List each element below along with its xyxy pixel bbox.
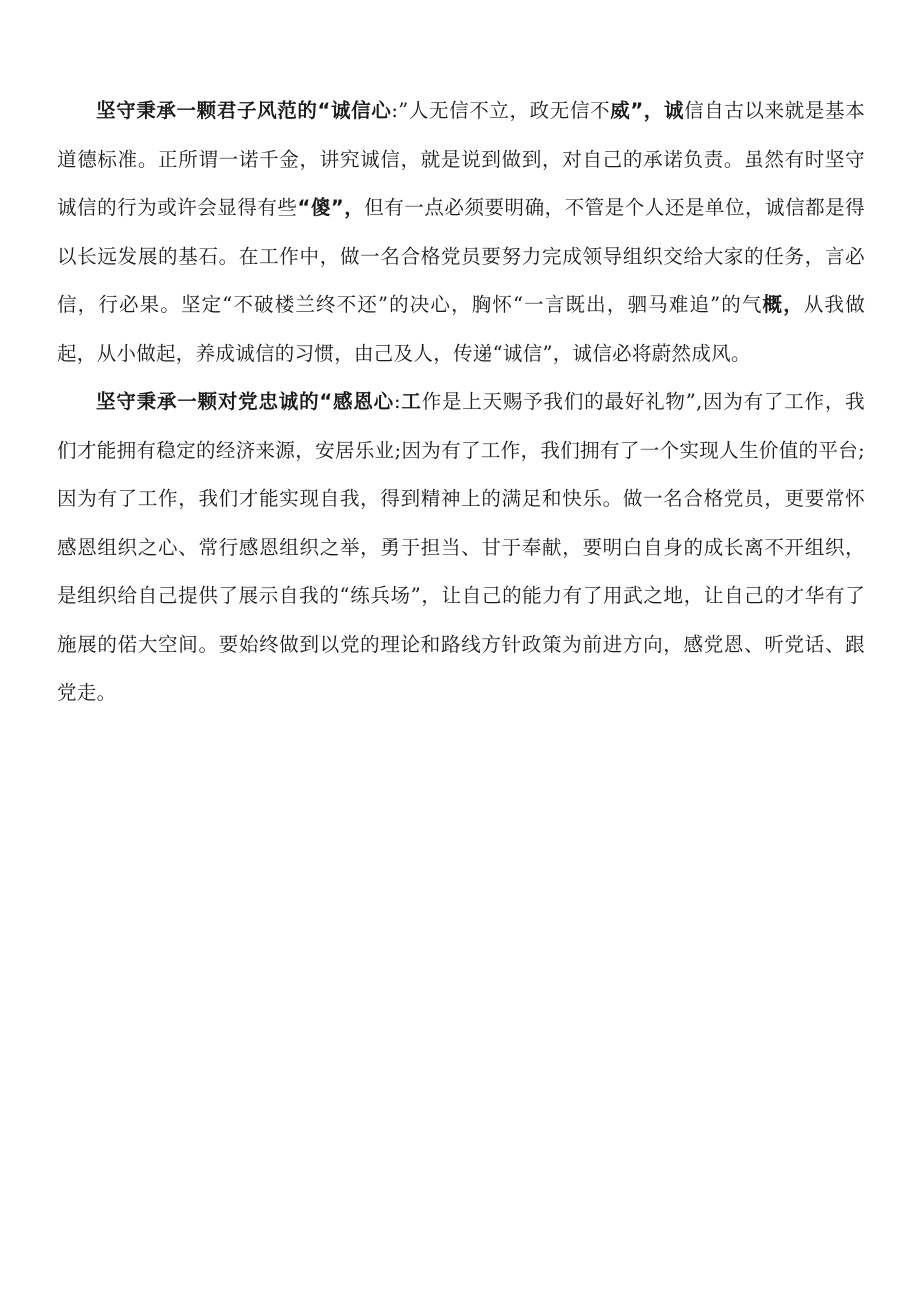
bold-text: “傻”， xyxy=(297,196,365,219)
paragraph-text: : xyxy=(393,390,401,413)
paragraph-text: 作是上天赐予我们的最好礼物”,因为有了工作，我们才能拥有稳定的经济来源，安居乐业;因为有了工作，我们拥有了一个实现人生价值的平台;因为有了工作，我们才能实现自我，得到精神上的满足和快乐。做一名合格党员，更要常怀感恩组织之心、常行感恩组织之举，勇于担当、甘于奉献，要明白自身的成长离不开组织，是组织给自己提供了展示自我的“练兵场”，让自己的能力有了用武之地，让自己的才华有了施展的偌大空间。要始终做到以党的理论和路线方针政策为前进方向，感党恩、听党话、跟党走。 xyxy=(57,390,865,704)
bold-text: 威”，诚 xyxy=(610,99,685,122)
document-page xyxy=(57,87,865,718)
paragraph-text: 从我做起，从小做起，养成诚信的习惯，由己及人，传递“诚信”，诚信必将蔚然成风。 xyxy=(57,293,865,365)
paragraph-gratitude xyxy=(57,378,865,718)
bold-text: 工 xyxy=(400,390,422,413)
bold-text: 概， xyxy=(762,293,804,316)
paragraph-text: 但有一点必须要明确，不管是个人还是单位，诚信都是得以长远发展的基石。在工作中，做一名合格党员要努力完成领导组织交给大家的任务，言必信，行必果。坚定“不破楼兰终不还”的决心，胸怀“一言既出，驷马难追”的气 xyxy=(57,196,865,316)
paragraph-heading: 坚守秉承一颗对党忠诚的“感恩心 xyxy=(96,390,394,413)
paragraph-integrity xyxy=(57,87,865,378)
paragraph-heading: 坚守秉承一颗君子风范的“诚信心 xyxy=(96,99,392,122)
paragraph-text: :”人无信不立，政无信不 xyxy=(391,99,611,122)
paragraph-text: 信自古以来就是基本道德标准。正所谓一诺千金，讲究诚信，就是说到做到，对自己的承诺负责。虽然有时坚守诚信的行为或许会显得有些 xyxy=(57,99,865,219)
